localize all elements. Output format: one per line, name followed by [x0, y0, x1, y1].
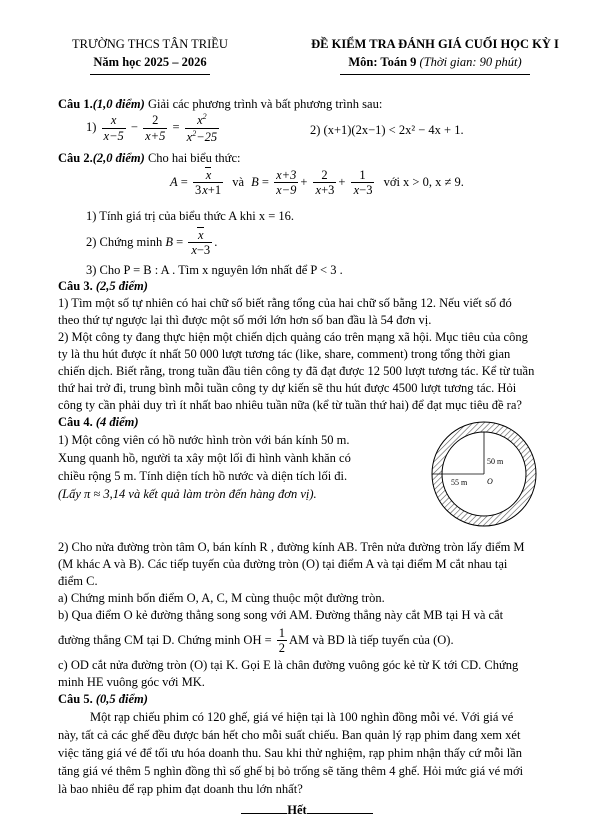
q1-part2-label: 2)	[310, 123, 321, 137]
q4-p2-line1: 2) Cho nửa đường tròn tâm O, bán kính R , đường kính AB. Trên nửa đường tròn lấy điểm M	[58, 540, 525, 554]
q5-line2: này, tất cả các ghế đều được bán hết cho mỗi suất chiếu. Ban quản lý rạp phim đang xem xét	[58, 728, 521, 742]
q3-line4: ty là thu hút được ít nhất 50 000 lượt tương tác (like, share, comment) trong tổng thời gian	[58, 347, 511, 361]
q3-line3: 2) Một công ty đang thực hiện một chiến dịch quảng cáo trên mạng xã hội. Mục tiêu của công	[58, 330, 528, 344]
q2-heading	[58, 150, 240, 167]
q3-line6: thứ hai trở đi, trung bình mỗi tuần công ty dự kiến sẽ thu hút được 4500 lượt tương tác. Hỏi	[58, 381, 517, 395]
q3-points: (2,5 điểm)	[95, 279, 148, 293]
q5-label: Câu 5.	[58, 692, 93, 706]
header-underline-left	[90, 74, 210, 75]
exam-subject: Môn: Toán 9	[348, 55, 417, 69]
q5-line5: là bao nhiêu để rạp phim đạt doanh thu lớn nhất?	[58, 782, 303, 796]
header-underline-right	[340, 74, 530, 75]
q4-line1: 1) Một công viên có hồ nước hình tròn với bán kính 50 m.	[58, 433, 350, 447]
q1-equation1: $\frac{x}{x-5}$ − $\frac{2}{x+5}$ = $\frac{x^2}{x^2-25}$	[103, 112, 218, 144]
q4-label: Câu 4.	[58, 415, 93, 429]
q3-line5: chiến dịch. Biết rằng, trong tuần đầu tiên công ty đã đạt được 12 500 lượt tương tác. Kể từ tuần	[58, 364, 535, 378]
q3-heading	[58, 278, 148, 295]
q4-line2: Xung quanh hồ, người ta xây một lối đi hình vành khăn có	[58, 451, 351, 465]
q4-p2-line3: điểm C.	[58, 574, 98, 588]
q4-part-c-line2: minh HE vuông góc với MK.	[58, 675, 205, 689]
q1-points: (1,0 điểm)	[92, 97, 145, 111]
q1-text: Giải các phương trình và bất phương trình sau:	[144, 97, 383, 111]
q4-p2-line2: (M khác A và B). Các tiếp tuyến của đường tròn (O) tại điểm A và tại điểm M cắt nhau tại	[58, 557, 508, 571]
q1-inequality: (x+1)(2x−1) < 2x² − 4x + 1.	[323, 123, 464, 137]
q4-line4: (Lấy π ≈ 3,14 và kết quả làm tròn đến hàng đơn vị).	[58, 487, 317, 501]
q2-label: Câu 2.	[58, 151, 93, 165]
q2-condition: với x > 0, x ≠ 9.	[383, 174, 464, 189]
q2-sub2-text: 2) Chứng minh	[86, 234, 163, 249]
q2-sub2-formula: B = $\frac{x}{x-3}$ .	[165, 228, 218, 258]
q4-points: (4 điểm)	[95, 415, 139, 429]
q4-part-a: a) Chứng minh bốn điểm O, A, C, M cùng thuộc một đường tròn.	[58, 591, 385, 605]
q5-line3: việc tăng giá vé để tối ưu hóa doanh thu. Sau khi thử nghiệm, rạp phim nhận thấy cứ mỗi lần	[58, 746, 522, 760]
q3-line1: 1) Tìm một số tự nhiên có hai chữ số biết rằng tổng của hai chữ số bằng 12. Nếu viết số đó	[58, 296, 512, 310]
q1-part1-label: 1)	[86, 119, 97, 134]
school-name: TRƯỜNG THCS TÂN TRIỀU	[72, 37, 228, 51]
q4-part-b-post: AM và BD là tiếp tuyến của (O).	[289, 632, 454, 647]
end-marker	[232, 802, 382, 819]
q2-sub3: 3) Cho P = B : A . Tìm x nguyên lớn nhất để P < 3 .	[86, 263, 343, 277]
q5-line1: Một rạp chiếu phim có 120 ghế, giá vé hiện tại là 100 nghìn đồng mỗi vé. Với giá vé	[90, 710, 514, 724]
school-year: Năm học 2025 – 2026	[93, 55, 207, 69]
q2-sub2	[86, 228, 217, 258]
q5-line4: tăng giá vé thêm 5 nghìn đồng thì số ghế bị bỏ trống sẽ tăng thêm 4 ghế. Hỏi mức giá vé mới	[58, 764, 524, 778]
q4-part-b-line2	[58, 626, 454, 656]
q2-and: và	[232, 174, 245, 189]
half-fraction: $\frac{1}{2}$	[278, 626, 286, 656]
q5-points: (0,5 điểm)	[95, 692, 148, 706]
q4-line3: chiều rộng 5 m. Tính diện tích hồ nước và diện tích lối đi.	[58, 469, 348, 483]
q3-label: Câu 3.	[58, 279, 93, 293]
end-text: Hết	[287, 803, 307, 817]
q2-sub1: 1) Tính giá trị của biểu thức A khi x = 16.	[86, 209, 295, 223]
inner-radius-label: 50 m	[487, 457, 504, 466]
q1-label: Câu 1.	[58, 97, 93, 111]
q1-part1	[86, 112, 221, 144]
q4-heading	[58, 414, 139, 431]
q2-text: Cho hai biểu thức:	[144, 151, 241, 165]
q2-expressions: A = $\frac{x}{3x+1}$ và B = $\frac{x+3}{x-9}$ + $\frac{2}{x+3}$ + $\frac{1}{x-3}$ với x > 0, x ≠ 9.	[170, 168, 464, 198]
q4-part-b-pre: đường thẳng CM tại D. Chứng minh OH =	[58, 632, 272, 647]
q1-part2	[310, 122, 464, 139]
q4-part-c-line1: c) OD cắt nửa đường tròn (O) tại K. Gọi E là chân đường vuông góc kẻ từ K tới CD. Chứng	[58, 658, 519, 672]
annulus-figure	[430, 420, 538, 528]
q3-line7: công ty cần phải duy trì ít nhất bao nhiêu tuần nữa (kể từ tuần thứ hai) để đạt mục tiêu đề ra?	[58, 398, 522, 412]
q4-part-b-line1: b) Qua điểm O kẻ đường thẳng song song với AM. Đường thẳng này cắt MB tại H và cắt	[58, 608, 504, 622]
exam-title: ĐỀ KIỂM TRA ĐÁNH GIÁ CUỐI HỌC KỲ I	[311, 37, 559, 51]
q1-heading	[58, 96, 382, 113]
q3-line2: theo thứ tự ngược lại thì được một số mới lớn hơn số ban đầu là 54 đơn vị.	[58, 313, 432, 327]
q5-heading	[58, 691, 148, 708]
exam-duration: (Thời gian: 90 phút)	[419, 55, 522, 69]
center-label: O	[487, 477, 493, 486]
q2-points: (2,0 điểm)	[92, 151, 145, 165]
outer-radius-label: 55 m	[451, 478, 468, 487]
exam-subject-line	[300, 54, 570, 71]
